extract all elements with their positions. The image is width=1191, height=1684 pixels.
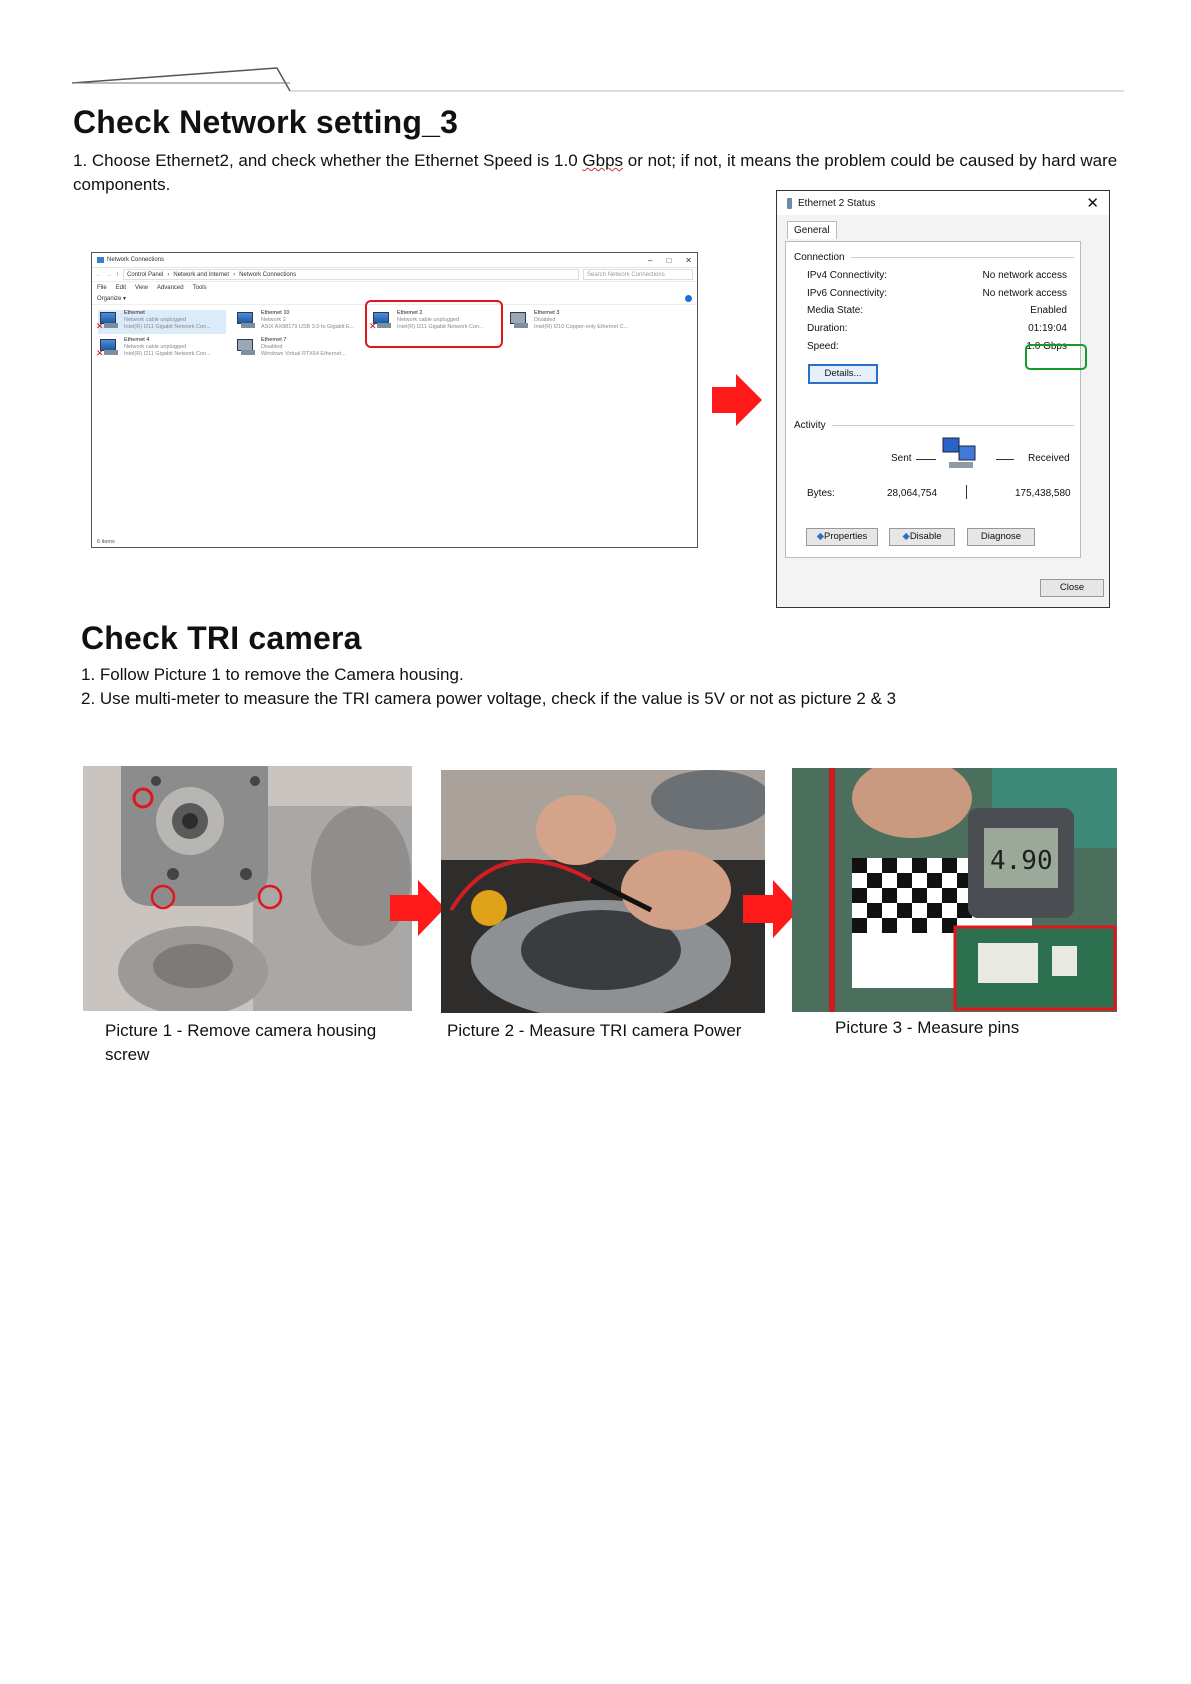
caption-picture-2: Picture 2 - Measure TRI camera Power [447,1021,742,1040]
window-title: Network Connections [107,257,165,263]
maximize-icon[interactable]: □ [666,255,672,265]
picture-3-measure-pins [792,768,1117,1012]
disconnected-x-icon: ✕ [96,321,104,331]
received-label: Received [1028,453,1070,464]
activity-group-label: Activity [794,420,826,431]
network-adapter-icon [235,310,257,330]
caption-picture-1: Picture 1 - Remove camera housing screw [105,1021,377,1064]
row-ipv4: IPv4 Connectivity: No network access [807,270,1067,281]
minimize-icon[interactable]: – [648,255,653,265]
window-titlebar [92,253,697,268]
address-bar[interactable]: Control Panel › Network and Internet › Network Connections [123,269,579,280]
header-rule [0,0,1191,100]
sent-line [916,459,936,460]
section-title-network: Check Network setting_3 [73,104,459,140]
disable-button[interactable]: ◆Disable [889,528,955,546]
tab-general[interactable]: General [787,221,837,239]
network-adapter-icon [98,337,120,357]
meter-reading: 4.90 [990,846,1053,876]
up-icon[interactable]: ↑ [116,271,119,278]
general-panel [785,241,1081,558]
network-activity-icon [941,436,981,476]
adapter-ethernet-3[interactable]: Ethernet 3 Disabled Intel(R) I210 Copper-only Ethernet C... [508,310,636,334]
adapter-ethernet-4[interactable]: ✕ Ethernet 4 Network cable unplugged Intel(R) I211 Gigabit Network Con... [96,337,211,358]
bytes-divider [966,485,967,499]
row-ipv6: IPv6 Connectivity: No network access [807,288,1067,299]
back-icon[interactable]: ← [96,271,102,278]
details-button[interactable]: Details... [808,364,878,384]
address-bar-row [92,268,697,282]
adapter-ethernet-2[interactable]: ✕ Ethernet 2 Network cable unplugged Intel(R) I211 Gigabit Network Con... [369,310,484,331]
network-connections-window [91,252,698,548]
search-input[interactable]: Search Network Connections [583,269,693,280]
picture-1-camera-housing [83,766,412,1011]
sent-label: Sent [891,453,912,464]
shield-icon: ◆ [816,531,824,542]
multimeter-probe-photo [441,770,765,1013]
organize-button[interactable]: Organize ▾ [97,296,127,302]
disconnected-x-icon: ✕ [96,348,104,358]
row-duration: Duration: 01:19:04 [807,323,1067,334]
menu-bar [92,282,697,293]
row-media-state: Media State: Enabled [807,305,1067,316]
bytes-received: 175,438,580 [1015,488,1071,499]
disconnected-x-icon: ✕ [369,321,377,331]
menu-advanced[interactable]: Advanced [156,284,184,291]
meter-pcb-photo [792,768,1117,1012]
speed-value: 1.0 Gbps [1026,341,1067,352]
ethernet-status-dialog [776,190,1110,608]
dialog-titlebar [777,191,1109,215]
adapter-ethernet[interactable]: ✕ Ethernet Network cable unplugged Intel(R) I211 Gigabit Network Con... [98,310,226,334]
bytes-sent: 28,064,754 [887,488,938,499]
dialog-title: Ethernet 2 Status [798,197,876,209]
arrow-right-icon [712,374,764,426]
camera-step-2: 2. Use multi-meter to measure the TRI camera power voltage, check if the value is 5V or not as picture 2 & 3 [81,689,897,708]
speed-highlight [1025,344,1087,370]
row-speed: Speed: 1.0 Gbps [807,341,1067,352]
close-button[interactable]: Close [1040,579,1104,597]
adapter-ethernet-7[interactable]: Ethernet 7 Disabled Windows Virtual RTX64 Ethernet... [235,337,363,361]
menu-edit[interactable]: Edit [115,284,127,291]
ethernet-2-highlight [365,300,503,348]
network-adapter-icon [508,310,530,330]
menu-view[interactable]: View [135,284,148,291]
network-step-1: 1. Choose Ethernet2, and check whether the Ethernet Speed is 1.0 Gbps or not; if not, it means the problem could be caused by hard ware components. [73,151,1118,194]
connection-group-label: Connection [794,252,845,263]
section-title-camera: Check TRI camera [81,620,362,656]
close-icon[interactable]: ✕ [685,255,692,265]
shield-icon: ◆ [902,531,910,542]
status-bar-item-count: 6 items [97,539,115,545]
close-icon[interactable]: ✕ [1086,195,1099,212]
properties-button[interactable]: ◆Properties [806,528,878,546]
help-icon[interactable] [685,295,692,302]
adapter-ethernet-10[interactable]: Ethernet 10 Network 2 ASIX AX88179 USB 3.0 to Gigabit E... [235,310,363,334]
bytes-label: Bytes: [807,488,835,499]
arrow-right-icon [390,880,446,936]
received-line [996,459,1014,460]
menu-tools[interactable]: Tools [192,284,207,291]
network-folder-icon [97,257,104,263]
forward-icon[interactable]: → [106,271,112,278]
ethernet-adapter-icon [787,198,792,209]
network-adapter-icon [235,337,257,357]
caption-picture-3: Picture 3 - Measure pins [835,1018,1020,1037]
menu-file[interactable]: File [97,284,107,291]
camera-step-1: 1. Follow Picture 1 to remove the Camera housing. [81,665,464,684]
network-adapter-icon [98,310,120,330]
diagnose-button[interactable]: Diagnose [967,528,1035,546]
picture-2-measure-power [441,770,765,1013]
camera-housing-photo [83,766,412,1011]
